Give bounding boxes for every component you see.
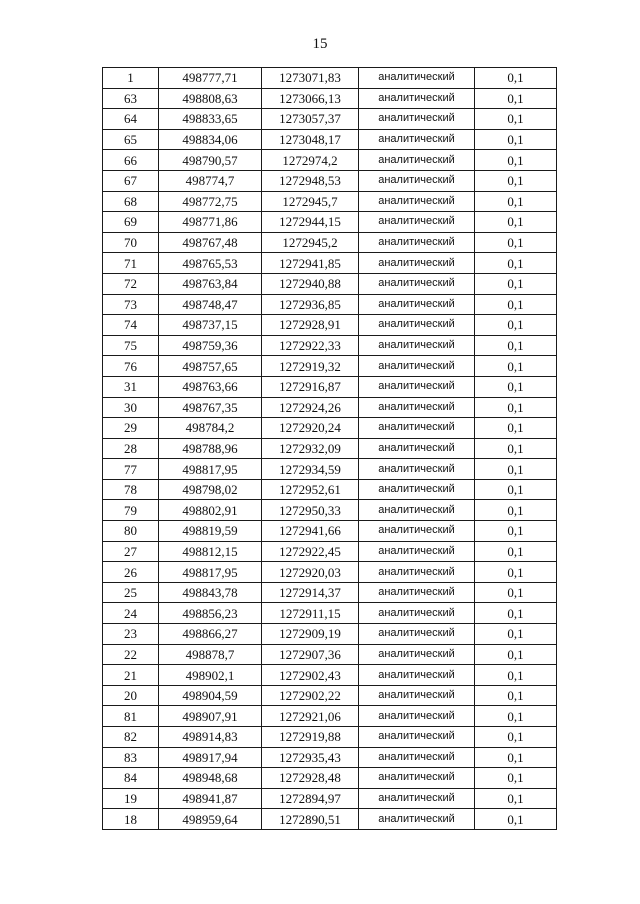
- y-coordinate-cell: 1272920,24: [262, 418, 359, 439]
- y-coordinate-cell: 1272890,51: [262, 809, 359, 830]
- point-number-cell: 73: [103, 294, 159, 315]
- point-number-cell: 26: [103, 562, 159, 583]
- table-row: [103, 768, 557, 789]
- table-row: [103, 397, 557, 418]
- x-coordinate-cell: 498748,47: [159, 294, 262, 315]
- x-coordinate-cell: 498772,75: [159, 191, 262, 212]
- method-cell: аналитический: [359, 438, 475, 459]
- method-cell: аналитический: [359, 624, 475, 645]
- accuracy-cell: 0,1: [475, 768, 557, 789]
- table-row: [103, 273, 557, 294]
- point-number-cell: 63: [103, 88, 159, 109]
- accuracy-cell: 0,1: [475, 335, 557, 356]
- y-coordinate-cell: 1273057,37: [262, 109, 359, 130]
- x-coordinate-cell: 498784,2: [159, 418, 262, 439]
- accuracy-cell: 0,1: [475, 644, 557, 665]
- method-cell: аналитический: [359, 521, 475, 542]
- x-coordinate-cell: 498790,57: [159, 150, 262, 171]
- y-coordinate-cell: 1272919,88: [262, 727, 359, 748]
- x-coordinate-cell: 498948,68: [159, 768, 262, 789]
- method-cell: аналитический: [359, 294, 475, 315]
- table-row: [103, 170, 557, 191]
- point-number-cell: 24: [103, 603, 159, 624]
- y-coordinate-cell: 1272945,2: [262, 232, 359, 253]
- point-number-cell: 81: [103, 706, 159, 727]
- table-row: [103, 809, 557, 830]
- accuracy-cell: 0,1: [475, 788, 557, 809]
- x-coordinate-cell: 498817,95: [159, 459, 262, 480]
- table-row: [103, 603, 557, 624]
- accuracy-cell: 0,1: [475, 418, 557, 439]
- y-coordinate-cell: 1272914,37: [262, 582, 359, 603]
- method-cell: аналитический: [359, 68, 475, 89]
- x-coordinate-cell: 498856,23: [159, 603, 262, 624]
- x-coordinate-cell: 498959,64: [159, 809, 262, 830]
- x-coordinate-cell: 498904,59: [159, 685, 262, 706]
- table-row: [103, 438, 557, 459]
- table-row: [103, 376, 557, 397]
- x-coordinate-cell: 498757,65: [159, 356, 262, 377]
- point-number-cell: 19: [103, 788, 159, 809]
- y-coordinate-cell: 1272941,85: [262, 253, 359, 274]
- method-cell: аналитический: [359, 212, 475, 233]
- table-row: [103, 150, 557, 171]
- y-coordinate-cell: 1273071,83: [262, 68, 359, 89]
- x-coordinate-cell: 498902,1: [159, 665, 262, 686]
- method-cell: аналитический: [359, 232, 475, 253]
- method-cell: аналитический: [359, 397, 475, 418]
- table-row: [103, 315, 557, 336]
- accuracy-cell: 0,1: [475, 273, 557, 294]
- coordinates-table-body: [103, 68, 557, 830]
- method-cell: аналитический: [359, 768, 475, 789]
- table-row: [103, 109, 557, 130]
- table-row: [103, 356, 557, 377]
- x-coordinate-cell: 498765,53: [159, 253, 262, 274]
- point-number-cell: 23: [103, 624, 159, 645]
- table-row: [103, 706, 557, 727]
- y-coordinate-cell: 1273048,17: [262, 129, 359, 150]
- x-coordinate-cell: 498833,65: [159, 109, 262, 130]
- table-row: [103, 624, 557, 645]
- table-row: [103, 500, 557, 521]
- table-row: [103, 479, 557, 500]
- table-row: [103, 727, 557, 748]
- y-coordinate-cell: 1272935,43: [262, 747, 359, 768]
- accuracy-cell: 0,1: [475, 603, 557, 624]
- y-coordinate-cell: 1272950,33: [262, 500, 359, 521]
- point-number-cell: 31: [103, 376, 159, 397]
- accuracy-cell: 0,1: [475, 562, 557, 583]
- method-cell: аналитический: [359, 747, 475, 768]
- point-number-cell: 20: [103, 685, 159, 706]
- point-number-cell: 29: [103, 418, 159, 439]
- point-number-cell: 75: [103, 335, 159, 356]
- accuracy-cell: 0,1: [475, 809, 557, 830]
- point-number-cell: 70: [103, 232, 159, 253]
- accuracy-cell: 0,1: [475, 294, 557, 315]
- accuracy-cell: 0,1: [475, 109, 557, 130]
- x-coordinate-cell: 498866,27: [159, 624, 262, 645]
- point-number-cell: 21: [103, 665, 159, 686]
- accuracy-cell: 0,1: [475, 232, 557, 253]
- y-coordinate-cell: 1272909,19: [262, 624, 359, 645]
- method-cell: аналитический: [359, 541, 475, 562]
- x-coordinate-cell: 498819,59: [159, 521, 262, 542]
- accuracy-cell: 0,1: [475, 500, 557, 521]
- point-number-cell: 84: [103, 768, 159, 789]
- x-coordinate-cell: 498788,96: [159, 438, 262, 459]
- point-number-cell: 22: [103, 644, 159, 665]
- y-coordinate-cell: 1272907,36: [262, 644, 359, 665]
- point-number-cell: 68: [103, 191, 159, 212]
- accuracy-cell: 0,1: [475, 88, 557, 109]
- table-row: [103, 562, 557, 583]
- method-cell: аналитический: [359, 459, 475, 480]
- y-coordinate-cell: 1272916,87: [262, 376, 359, 397]
- x-coordinate-cell: 498798,02: [159, 479, 262, 500]
- y-coordinate-cell: 1272902,43: [262, 665, 359, 686]
- method-cell: аналитический: [359, 727, 475, 748]
- method-cell: аналитический: [359, 562, 475, 583]
- y-coordinate-cell: 1272936,85: [262, 294, 359, 315]
- point-number-cell: 83: [103, 747, 159, 768]
- point-number-cell: 30: [103, 397, 159, 418]
- method-cell: аналитический: [359, 479, 475, 500]
- accuracy-cell: 0,1: [475, 68, 557, 89]
- method-cell: аналитический: [359, 109, 475, 130]
- point-number-cell: 80: [103, 521, 159, 542]
- table-row: [103, 521, 557, 542]
- point-number-cell: 82: [103, 727, 159, 748]
- x-coordinate-cell: 498763,84: [159, 273, 262, 294]
- point-number-cell: 28: [103, 438, 159, 459]
- y-coordinate-cell: 1272932,09: [262, 438, 359, 459]
- x-coordinate-cell: 498771,86: [159, 212, 262, 233]
- y-coordinate-cell: 1272911,15: [262, 603, 359, 624]
- x-coordinate-cell: 498914,83: [159, 727, 262, 748]
- point-number-cell: 77: [103, 459, 159, 480]
- accuracy-cell: 0,1: [475, 706, 557, 727]
- table-row: [103, 747, 557, 768]
- x-coordinate-cell: 498907,91: [159, 706, 262, 727]
- accuracy-cell: 0,1: [475, 685, 557, 706]
- x-coordinate-cell: 498917,94: [159, 747, 262, 768]
- point-number-cell: 1: [103, 68, 159, 89]
- x-coordinate-cell: 498843,78: [159, 582, 262, 603]
- y-coordinate-cell: 1272902,22: [262, 685, 359, 706]
- accuracy-cell: 0,1: [475, 315, 557, 336]
- method-cell: аналитический: [359, 418, 475, 439]
- method-cell: аналитический: [359, 706, 475, 727]
- method-cell: аналитический: [359, 88, 475, 109]
- accuracy-cell: 0,1: [475, 521, 557, 542]
- y-coordinate-cell: 1272944,15: [262, 212, 359, 233]
- accuracy-cell: 0,1: [475, 459, 557, 480]
- method-cell: аналитический: [359, 150, 475, 171]
- table-row: [103, 253, 557, 274]
- y-coordinate-cell: 1272921,06: [262, 706, 359, 727]
- point-number-cell: 27: [103, 541, 159, 562]
- y-coordinate-cell: 1273066,13: [262, 88, 359, 109]
- method-cell: аналитический: [359, 335, 475, 356]
- method-cell: аналитический: [359, 644, 475, 665]
- method-cell: аналитический: [359, 356, 475, 377]
- method-cell: аналитический: [359, 129, 475, 150]
- y-coordinate-cell: 1272941,66: [262, 521, 359, 542]
- table-row: [103, 335, 557, 356]
- accuracy-cell: 0,1: [475, 397, 557, 418]
- x-coordinate-cell: 498941,87: [159, 788, 262, 809]
- accuracy-cell: 0,1: [475, 727, 557, 748]
- y-coordinate-cell: 1272894,97: [262, 788, 359, 809]
- accuracy-cell: 0,1: [475, 376, 557, 397]
- table-row: [103, 294, 557, 315]
- coordinates-table: [102, 67, 557, 830]
- point-number-cell: 71: [103, 253, 159, 274]
- point-number-cell: 69: [103, 212, 159, 233]
- x-coordinate-cell: 498817,95: [159, 562, 262, 583]
- table-row: [103, 68, 557, 89]
- y-coordinate-cell: 1272922,45: [262, 541, 359, 562]
- accuracy-cell: 0,1: [475, 582, 557, 603]
- method-cell: аналитический: [359, 253, 475, 274]
- table-row: [103, 129, 557, 150]
- x-coordinate-cell: 498759,36: [159, 335, 262, 356]
- method-cell: аналитический: [359, 788, 475, 809]
- point-number-cell: 64: [103, 109, 159, 130]
- accuracy-cell: 0,1: [475, 253, 557, 274]
- method-cell: аналитический: [359, 500, 475, 521]
- x-coordinate-cell: 498774,7: [159, 170, 262, 191]
- accuracy-cell: 0,1: [475, 170, 557, 191]
- point-number-cell: 72: [103, 273, 159, 294]
- x-coordinate-cell: 498767,35: [159, 397, 262, 418]
- accuracy-cell: 0,1: [475, 624, 557, 645]
- point-number-cell: 66: [103, 150, 159, 171]
- y-coordinate-cell: 1272940,88: [262, 273, 359, 294]
- x-coordinate-cell: 498767,48: [159, 232, 262, 253]
- table-row: [103, 459, 557, 480]
- method-cell: аналитический: [359, 809, 475, 830]
- x-coordinate-cell: 498737,15: [159, 315, 262, 336]
- accuracy-cell: 0,1: [475, 665, 557, 686]
- method-cell: аналитический: [359, 582, 475, 603]
- y-coordinate-cell: 1272922,33: [262, 335, 359, 356]
- y-coordinate-cell: 1272928,48: [262, 768, 359, 789]
- point-number-cell: 78: [103, 479, 159, 500]
- method-cell: аналитический: [359, 603, 475, 624]
- x-coordinate-cell: 498802,91: [159, 500, 262, 521]
- point-number-cell: 74: [103, 315, 159, 336]
- method-cell: аналитический: [359, 376, 475, 397]
- y-coordinate-cell: 1272924,26: [262, 397, 359, 418]
- method-cell: аналитический: [359, 191, 475, 212]
- table-row: [103, 788, 557, 809]
- y-coordinate-cell: 1272974,2: [262, 150, 359, 171]
- x-coordinate-cell: 498878,7: [159, 644, 262, 665]
- table-row: [103, 644, 557, 665]
- table-row: [103, 541, 557, 562]
- accuracy-cell: 0,1: [475, 191, 557, 212]
- accuracy-cell: 0,1: [475, 747, 557, 768]
- table-row: [103, 582, 557, 603]
- point-number-cell: 76: [103, 356, 159, 377]
- x-coordinate-cell: 498808,63: [159, 88, 262, 109]
- y-coordinate-cell: 1272952,61: [262, 479, 359, 500]
- method-cell: аналитический: [359, 685, 475, 706]
- y-coordinate-cell: 1272934,59: [262, 459, 359, 480]
- point-number-cell: 79: [103, 500, 159, 521]
- x-coordinate-cell: 498777,71: [159, 68, 262, 89]
- table-row: [103, 665, 557, 686]
- method-cell: аналитический: [359, 170, 475, 191]
- accuracy-cell: 0,1: [475, 356, 557, 377]
- y-coordinate-cell: 1272920,03: [262, 562, 359, 583]
- accuracy-cell: 0,1: [475, 438, 557, 459]
- method-cell: аналитический: [359, 665, 475, 686]
- method-cell: аналитический: [359, 315, 475, 336]
- page-number: 15: [312, 36, 328, 52]
- accuracy-cell: 0,1: [475, 129, 557, 150]
- accuracy-cell: 0,1: [475, 541, 557, 562]
- table-row: [103, 232, 557, 253]
- method-cell: аналитический: [359, 273, 475, 294]
- x-coordinate-cell: 498763,66: [159, 376, 262, 397]
- table-row: [103, 685, 557, 706]
- point-number-cell: 65: [103, 129, 159, 150]
- x-coordinate-cell: 498834,06: [159, 129, 262, 150]
- accuracy-cell: 0,1: [475, 212, 557, 233]
- table-row: [103, 191, 557, 212]
- y-coordinate-cell: 1272948,53: [262, 170, 359, 191]
- table-row: [103, 418, 557, 439]
- table-row: [103, 88, 557, 109]
- y-coordinate-cell: 1272928,91: [262, 315, 359, 336]
- point-number-cell: 25: [103, 582, 159, 603]
- y-coordinate-cell: 1272945,7: [262, 191, 359, 212]
- table-row: [103, 212, 557, 233]
- x-coordinate-cell: 498812,15: [159, 541, 262, 562]
- accuracy-cell: 0,1: [475, 150, 557, 171]
- point-number-cell: 18: [103, 809, 159, 830]
- y-coordinate-cell: 1272919,32: [262, 356, 359, 377]
- accuracy-cell: 0,1: [475, 479, 557, 500]
- point-number-cell: 67: [103, 170, 159, 191]
